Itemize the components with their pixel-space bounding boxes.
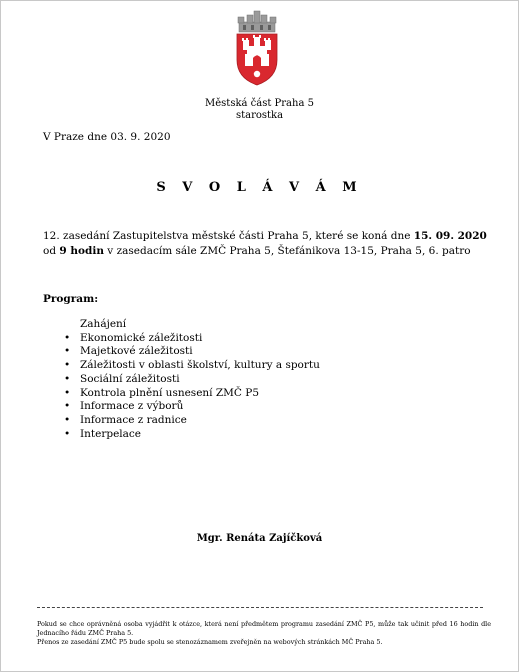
program-item: • Informace z výborů (64, 400, 184, 413)
bullet-icon: • (64, 345, 71, 358)
issuer-name: Městská část Praha 5 (205, 98, 314, 109)
program-item: • Majetkové záležitosti (64, 345, 193, 358)
program-list (63, 318, 320, 441)
coat-of-arms-icon (233, 8, 281, 86)
footnote-2: Přenos ze zasedání ZMČ P5 bude spolu se stenozáznamem zveřejněn na webových stránkách MČ Praha 5. (37, 638, 383, 646)
program-title: Program: (43, 293, 99, 305)
footnote-1: Pokud se chce oprávněná osoba vyjádřit k otázce, která není předmětem programu zasedání ZMČ P5, může tak učinit před 16 hodin dle Jednacího řádu ZMČ Praha 5. (37, 620, 491, 637)
bullet-icon: • (64, 413, 71, 426)
meeting-date: 15. 09. 2020 (413, 230, 487, 242)
bullet-icon: • (64, 427, 71, 440)
bullet-icon: • (64, 359, 71, 372)
program-item: • Kontrola plnění usnesení ZMČ P5 (64, 386, 260, 399)
announcement-text-1: 12. zasedání Zastupitelstva městské části Praha 5, které se koná dne (43, 230, 414, 242)
meeting-time: 9 hodin (59, 245, 104, 257)
signature-name: Mgr. Renáta Zajíčková (196, 533, 323, 544)
announcement-text-3: v zasedacím sále ZMČ Praha 5, Štefánikova 13-15, Praha 5, 6. patro (103, 245, 471, 257)
program-item: • Informace z radnice (64, 413, 187, 426)
program-item: • Záležitosti v oblasti školství, kultury a sportu (64, 359, 320, 372)
bullet-icon: • (64, 400, 71, 413)
announcement-text-2: od (43, 245, 60, 257)
bullet-icon: • (64, 386, 71, 399)
document-heading: S V O L Á V Á M (156, 180, 363, 195)
place-date: V Praze dne 03. 9. 2020 (43, 131, 171, 143)
program-item: • Interpelace (64, 427, 142, 440)
bullet-icon: • (64, 331, 71, 344)
program-item: • Sociální záležitosti (64, 372, 180, 385)
bullet-icon: • (64, 372, 71, 385)
footer-divider (37, 607, 483, 608)
meeting-announcement (43, 229, 493, 259)
program-item: • Ekonomické záležitosti (64, 331, 203, 344)
issuer-role: starostka (235, 110, 284, 121)
program-item: Zahájení (80, 318, 127, 330)
